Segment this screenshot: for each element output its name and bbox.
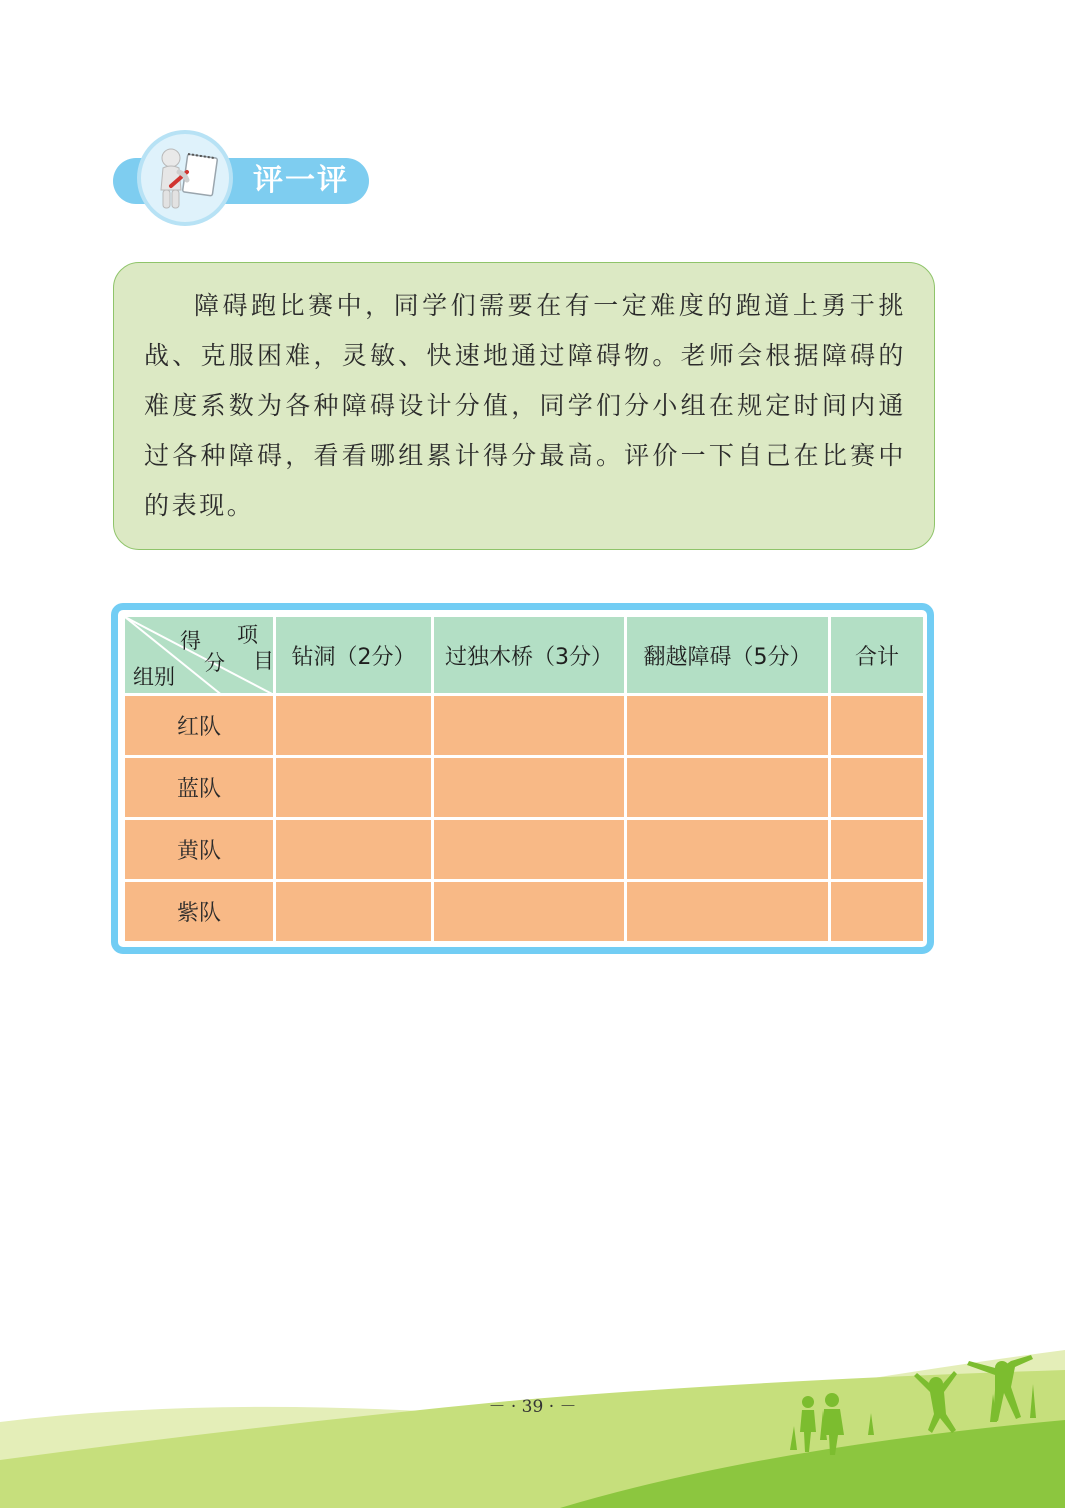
score-cell[interactable] [433, 757, 626, 819]
total-cell[interactable] [830, 695, 925, 757]
corner-label-group: 组别 [133, 665, 175, 689]
score-cell[interactable] [626, 819, 830, 881]
score-cell[interactable] [433, 819, 626, 881]
figure-with-notebook-icon [137, 130, 233, 226]
table-row [124, 757, 925, 819]
table-corner-cell [124, 616, 275, 695]
intro-text: 障碍跑比赛中，同学们需要在有一定难度的跑道上勇于挑战、克服困难，灵敏、快速地通过障碍物。老师会根据障碍的难度系数为各种障碍设计分值，同学们分小组在规定时间内通过各种障碍，看看哪组累计得分最高。评价一下自己在比赛中的表现。 [144, 291, 906, 520]
corner-label-item-2: 目 [253, 649, 274, 673]
score-cell[interactable] [275, 757, 433, 819]
team-name-cell: 蓝队 [124, 757, 275, 819]
score-cell[interactable] [626, 695, 830, 757]
section-header [113, 130, 373, 230]
column-header-climb-obstacle: 翻越障碍（5分） [626, 616, 830, 695]
table-row [124, 819, 925, 881]
table-row [124, 881, 925, 943]
score-table [122, 614, 926, 944]
table-header-row [124, 616, 925, 695]
score-cell[interactable] [433, 695, 626, 757]
corner-label-item-1: 项 [237, 623, 258, 647]
score-cell[interactable] [275, 819, 433, 881]
table-row [124, 695, 925, 757]
intro-box [113, 262, 935, 550]
score-cell[interactable] [275, 881, 433, 943]
score-cell[interactable] [433, 881, 626, 943]
team-name-cell: 黄队 [124, 819, 275, 881]
total-cell[interactable] [830, 757, 925, 819]
grass-hills-decoration [0, 1330, 1065, 1508]
total-cell[interactable] [830, 819, 925, 881]
total-cell[interactable] [830, 881, 925, 943]
page-number: － · 39 · － [488, 1397, 577, 1417]
score-cell[interactable] [626, 881, 830, 943]
corner-label-score-1: 得 [180, 629, 201, 653]
column-header-balance-beam: 过独木桥（3分） [433, 616, 626, 695]
score-cell[interactable] [626, 757, 830, 819]
section-title: 评一评 [253, 163, 349, 198]
column-header-total: 合计 [830, 616, 925, 695]
score-cell[interactable] [275, 695, 433, 757]
corner-label-score-2: 分 [204, 651, 225, 675]
team-name-cell: 红队 [124, 695, 275, 757]
column-header-drill-hole: 钻洞（2分） [275, 616, 433, 695]
score-table-frame [111, 603, 934, 954]
team-name-cell: 紫队 [124, 881, 275, 943]
